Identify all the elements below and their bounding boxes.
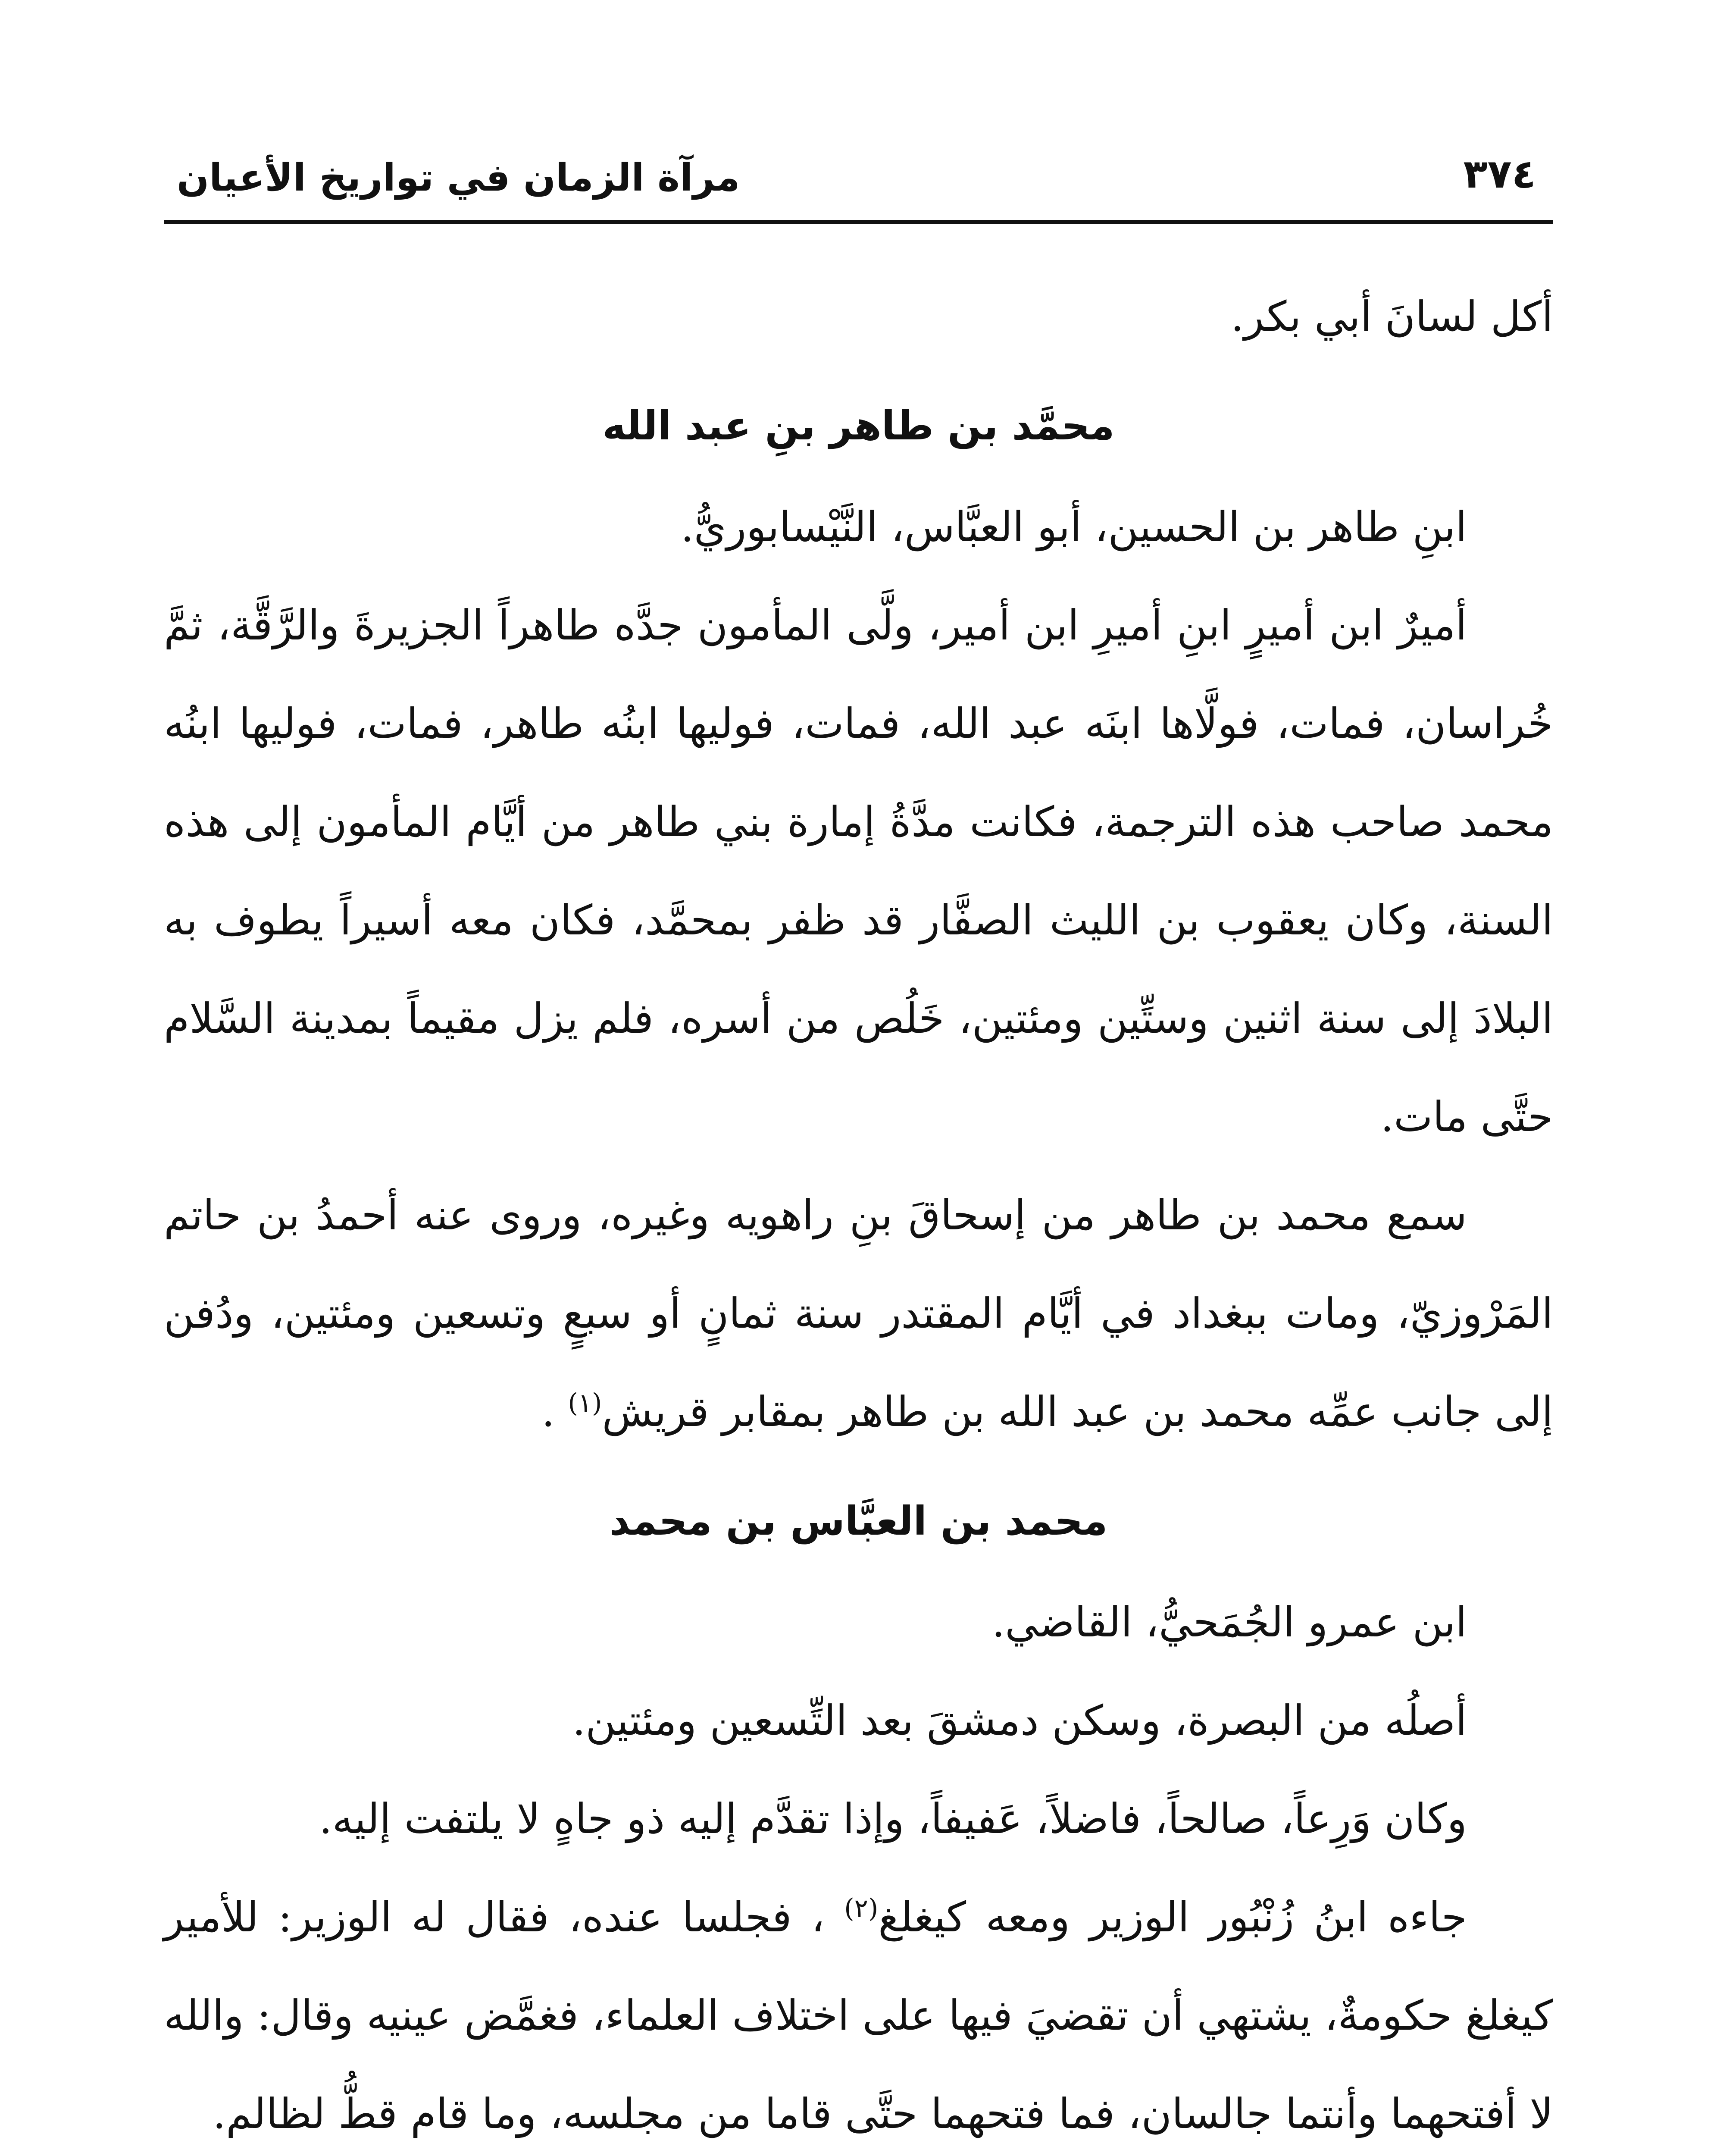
entry1-paragraph: أميرٌ ابن أميرٍ ابنِ أميرِ ابن أمير، ولَّى المأمون جدَّه طاهراً الجزيرةَ والرَّقَّة، ثمَّ خُراسان، فمات، فولَّاها ابنَه عبد الله، فمات، فوليها ابنُه طاهر، فمات، فوليها ابنُه محمد صاحب هذه الترجمة، فكانت مدَّةُ إمارة بني طاهر من أيَّام المأمون إلى هذه السنة، وكان يعقوب بن الليث الصفَّار قد ظفر بمحمَّد، فكان معه أسيراً يطوف به البلادَ إلى سنة اثنين وستِّين ومئتين، خَلُص من أسره، فلم يزل مقيماً بمدينة السَّلام حتَّى مات. [164, 601, 1554, 1141]
running-title: مرآة الزمان في تواريخ الأعيان [177, 155, 740, 200]
footnote-marker: (٢) [844, 1893, 879, 1924]
page-number: ٣٧٤ [1463, 151, 1536, 197]
opening-line: أكل لسانَ أبي بكر. [1231, 292, 1553, 341]
paragraph-end: . [541, 1388, 568, 1436]
entry-heading-1: محمَّد بن طاهر بنِ عبد الله [602, 403, 1115, 449]
entry-heading-2: محمد بن العبَّاس بن محمد [609, 1498, 1108, 1544]
entry2-paragraph: ابن عمرو الجُمَحيُّ، القاضي. [991, 1598, 1467, 1646]
entry2-paragraph: أصلُه من البصرة، وسكن دمشقَ بعد التِّسعين ومئتين. [572, 1696, 1467, 1745]
paragraph-text: ، فجلسا عنده، فقال له الوزير: للأمير كيغلغ حكومةٌ، يشتهي أن تقضيَ فيها على اختلاف العلماء، فغمَّض عينيه وقال: والله لا أفتحهما وأنتما جالسان، فما فتحهما حتَّى قاما من مجلسه، وما قام قطُّ لظالم. [164, 1893, 1553, 2138]
footnote-marker: (١) [568, 1388, 602, 1418]
page-header [164, 142, 1553, 224]
paragraph-text: جاءه ابنُ زُنْبُور الوزير ومعه كيغلغ [878, 1893, 1467, 1941]
entry2-paragraph [164, 1868, 1553, 2156]
main-text [164, 267, 1553, 2156]
entry1-paragraph: ابنِ طاهر بن الحسين، أبو العبَّاس، النَّيْسابوريُّ. [681, 503, 1467, 551]
paragraph-text: سمع محمد بن طاهر من إسحاقَ بنِ راهويه وغيره، وروى عنه أحمدُ بن حاتم المَرْوزيّ، ومات ببغداد في أيَّام المقتدر سنة ثمانٍ أو سبعٍ وتسعين ومئتين، ودُفن إلى جانب عمِّه محمد بن عبد الله بن طاهر بمقابر قريش [164, 1191, 1554, 1436]
entry1-paragraph [164, 1166, 1553, 1461]
entry2-paragraph: وكان وَرِعاً، صالحاً، فاضلاً، عَفيفاً، وإذا تقدَّم إليه ذو جاهٍ لا يلتفت إليه. [319, 1795, 1467, 1843]
